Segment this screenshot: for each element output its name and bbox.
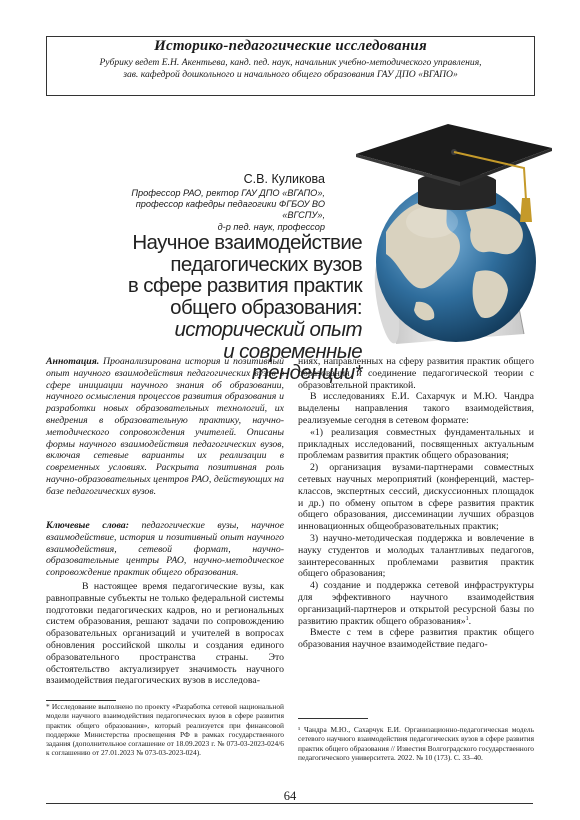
rubric-header <box>46 36 535 96</box>
body-paragraph: В исследованиях Е.И. Сахарчук и М.Ю. Чандра выделены направления такого взаимодействия, реализуемые сегодня в сетевом формате: <box>298 391 534 426</box>
footnote-ref[interactable]: 1 <box>465 615 469 622</box>
abstract-label: Аннотация. <box>46 356 100 367</box>
intro-paragraph <box>46 581 284 687</box>
affiliation-line: профессор кафедры педагогики ФГБОУ ВО «ВГСПУ», <box>135 199 325 221</box>
title-line: Научное взаимодействие <box>132 231 362 254</box>
footnote-divider <box>298 718 368 719</box>
right-column <box>298 356 534 651</box>
footnote-divider <box>46 700 116 701</box>
title-line: педагогических вузов <box>170 252 362 276</box>
body-paragraph: 2) организация вузами-партнерами совместных сетевых научных мероприятий (конференций, мастер-классов, экспертных сессий, дискуссионных площадок и др.) по обмену опытом в сфере развития практик общего образования, диссеминации лучших образцов инновационных общеобразовательных практик; <box>298 462 534 533</box>
affiliation-line: д-р пед. наук, профессор <box>217 221 325 232</box>
affiliation-line: Профессор РАО, ректор ГАУ ДПО «ВГАПО», <box>131 188 325 198</box>
body-paragraph: Вместе с тем в сфере развития практик общего образования научное взаимодействие педаго- <box>298 627 534 651</box>
page-number: 64 <box>283 789 297 803</box>
graduation-cap-icon <box>356 124 552 222</box>
title-line: в сфере развития практик <box>127 274 362 298</box>
body-paragraph: ниях, направленных на сферу развития практик общего образования и соединение педагогической теории с образовательной практикой. <box>298 356 534 391</box>
abstract-text: Проанализирована история и позитивный опыт научного взаимодействия педагогических вузов в сфере инициации научного знания об образовании, научного осмысления процессов развития образования и разработки новых образовательных технологий, их внедрения в образовательную практику, научно-методического сопровождения учителей. Описаны формы научного взаимодействия педагогических вузов, включая сетевые варианты их реализации в современных условиях. Раскрыта позитивная роль научно-образовательных центров РАО, действующих на базе педагогических вузов. <box>46 356 284 497</box>
footnote-star: * Исследование выполнено по проекту «Разработка сетевой национальной модели научного взаимодействия педагогических вузов в сфере развития практик общего образования», который реализуется при финансовой поддержке Министерства просвещения РФ в рамках государственного задания (дополнительное соглашение от 18.09.2023 г. № 073-03-2023-024/6 к соглашению от 27.01.2023 № 073-03-2023-024). <box>46 702 284 758</box>
intro-text: В настоящее время педагогические вузы, как равноправные субъекты не только федеральной системы подготовки педагогических кадров, но и региональных систем образования, решают задачи по сопровождению образовательных организаций и учителей в вопросах обновления российской школы и создания единого образовательного пространства страны. Это обстоятельство актуализирует значимость научного взаимодействия педагогических вузов в исследова- <box>46 581 284 687</box>
rubric-editor-line2: зав. кафедрой дошкольного и начального общего образования ГАУ ДПО «ВГАПО» <box>123 69 458 80</box>
graduation-cap-globe-illustration <box>356 112 556 344</box>
section-title: Историко-педагогические исследования <box>154 38 427 54</box>
body-paragraph: 3) научно-методическая поддержка и вовлечение в науку студентов и молодых талантливых педагогов, заинтересованных проблемами развития практик общего образования; <box>298 532 534 580</box>
body-paragraph <box>298 580 534 627</box>
bottom-rule <box>46 803 533 804</box>
title-line: общего образования: <box>170 296 362 320</box>
body-text: 4) создание и поддержка сетевой инфраструктуры для эффективного научного взаимодействия организаций-партнеров и открытой ресурсной базы по развитию практик общего образования» <box>298 580 534 627</box>
abstract <box>46 356 284 498</box>
title-line: исторический опыт <box>174 317 362 341</box>
rubric-editor-line1: Рубрику ведет Е.Н. Акентьева, канд. пед. наук, начальник учебно-методического управления, <box>99 57 482 68</box>
body-text: . <box>468 615 472 627</box>
footnote-1: ¹ Чандра М.Ю., Сахарчук Е.И. Организационно-педагогическая модель сетевого научного взаимодействия педагогических вузов в сфере развития практик общего образования // Известия Волгоградского государственного педагогического университета. 2022. № 10 (173). С. 33–40. <box>298 725 534 762</box>
title-line: и современные тенденции* <box>223 339 362 385</box>
keywords-label: Ключевые слова: <box>46 520 129 531</box>
keywords-text: педагогические вузы, научное взаимодействие, история и позитивный опыт научного взаимодействия, сетевой формат, научно-образовательные центры РАО, научно-методическое сопровождение практик общего образования. <box>46 520 284 579</box>
keywords <box>46 520 284 579</box>
author-affiliation <box>130 188 325 233</box>
author-name: С.В. Куликова <box>243 172 325 186</box>
body-paragraph: «1) реализация совместных фундаментальных и прикладных исследований, посвященных актуальным проблемам развития практик общего образования; <box>298 426 534 462</box>
